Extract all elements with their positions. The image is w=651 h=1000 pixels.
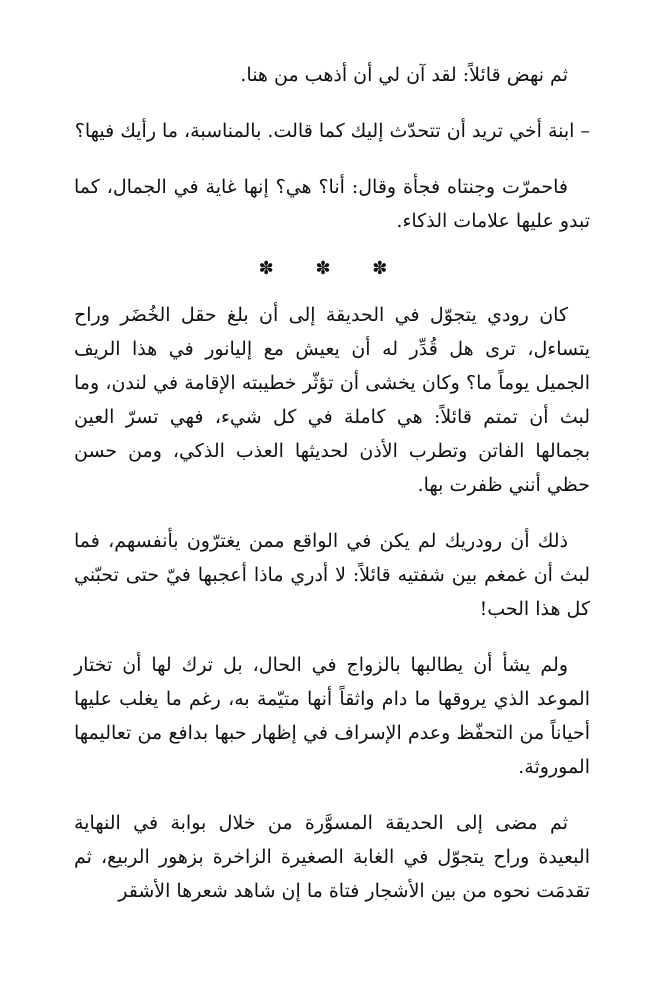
paragraph-1: ثم نهض قائلاً: لقد آن لي أن أذهب من هنا.	[240, 64, 568, 86]
paragraph-6: ولم يشأ أن يطالبها بالزواج في الحال، بل ترك لها أن تختار الموعد الذي يروقها ما دام واثقاً أنها متيّمة به، رغم ما يغلب عليها أحياناً من التحفّظ وعدم الإسراف في إظهار حبها بدافع من تعاليمها الموروثة.	[74, 654, 590, 778]
paragraph-3: فاحمرّت وجنتاه فجأة وقال: أنا؟ هي؟ إنها غاية في الجمال، كما تبدو عليها علامات الذكاء.	[74, 176, 590, 232]
book-page	[74, 58, 590, 930]
paragraph-4: كان رودي يتجوّل في الحديقة إلى أن بلغ حقل الخُضَر وراح يتساءل، ترى هل قُدِّر له أن يعيش مع إليانور في هذا الريف الجميل يوماً ما؟ وكان يخشى أن تؤثّر خطيبته الإقامة في لندن، وما لبث أن تمتم قائلاً: هي كاملة في كل شيء، فهي تسرّ العين بجمالها الفاتن وتطرب الأذن لحديثها العذب الذكي، ومن حسن حظي أنني ظفرت بها.	[74, 304, 590, 496]
section-separator: ✽ ✽ ✽	[258, 258, 406, 279]
paragraph-7: ثم مضى إلى الحديقة المسوَّرة من خلال بوابة في النهاية البعيدة وراح يتجوّل في الغابة الصغيرة الزاخرة بزهور الربيع، ثم تقدمَت نحوه من بين الأشجار فتاة ما إن شاهد شعرها الأشقر	[74, 812, 590, 902]
paragraph-2: – ابنة أخي تريد أن تتحدّث إليك كما قالت. بالمناسبة، ما رأيك فيها؟	[74, 120, 590, 142]
paragraph-5: ذلك أن رودريك لم يكن في الواقع ممن يغترّون بأنفسهم، فما لبث أن غمغم بين شفتيه قائلاً: لا أدري ماذا أعجبها فيّ حتى تحبّني كل هذا الحب!	[74, 530, 590, 620]
